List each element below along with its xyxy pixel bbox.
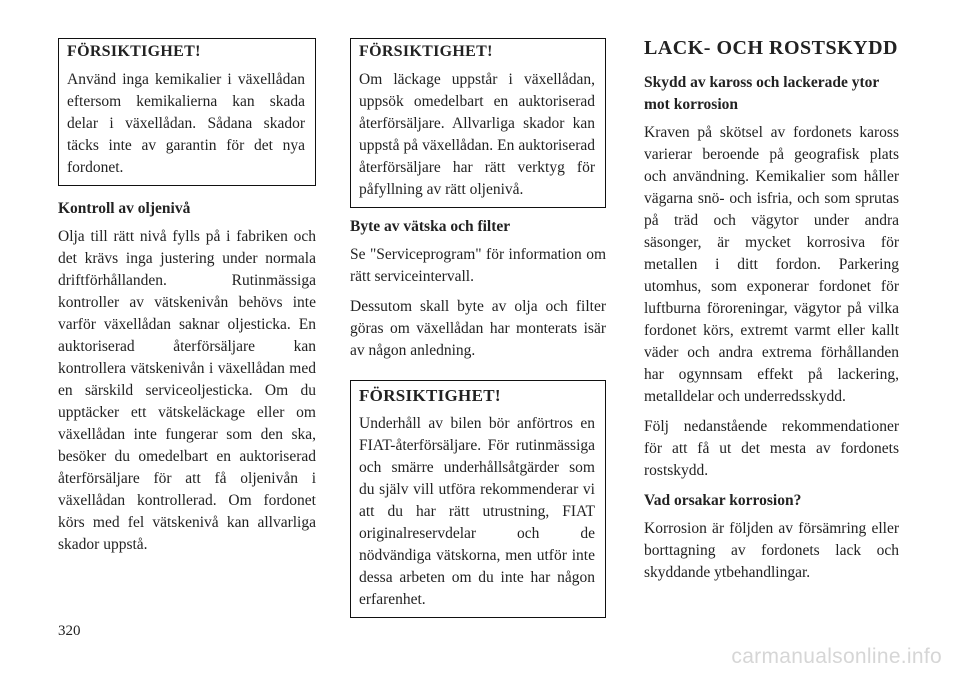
section-heading-oil-level: Kontroll av oljenivå	[58, 200, 191, 217]
column-left	[58, 38, 316, 564]
section-title: LACK- OCH ROSTSKYDD	[644, 37, 898, 59]
column-right	[644, 38, 899, 592]
caution-box	[350, 38, 606, 208]
body-paragraph: Se "Serviceprogram" för information om rätt serviceintervall.	[350, 246, 606, 285]
caution-text: Använd inga kemikalier i växellådan eftersom kemikalierna kan skada delar i växellådan. Sådana skador täcks inte av garantin för det nya fordonet.	[67, 71, 305, 176]
page-number: 320	[58, 623, 81, 639]
watermark: carmanualsonline.info	[731, 645, 942, 668]
caution-title: FÖRSIKTIGHET!	[359, 43, 493, 60]
body-paragraph: Kraven på skötsel av fordonets kaross varierar beroende på geografisk plats och användning. Kemikalier som håller vägarna snö- och isfria, och som sprutas på träd och vägytor under andra säsonger, är mycket korrosiva för metallen i ditt fordon. Parkering utomhus, som exponerar fordonet för luftburna föroreningar, vägytor på vilka fordonet körs, extremt varmt eller kallt väder och andra extrema förhållanden har ogynnsam effekt på lackering, metalldelar och underredsskydd.	[644, 124, 899, 405]
body-paragraph: Följ nedanstående rekommendationer för att få ut det mesta av fordonets rostskydd.	[644, 418, 899, 479]
column-middle	[350, 38, 606, 618]
caution-text: Om läckage uppstår i växellådan, uppsök omedelbart en auktoriserad återförsäljare. Allvarliga skador kan uppstå på växellådan. En auktoriserad återförsäljare har rätt verktyg för påfyllning av rätt oljenivå.	[359, 71, 595, 198]
section-heading-fluid-filter: Byte av vätska och filter	[350, 218, 511, 235]
body-paragraph: Korrosion är följden av försämring eller borttagning av fordonets lack och skyddande ytbehandlingar.	[644, 520, 899, 581]
caution-text: Underhåll av bilen bör anförtros en FIAT-återförsäljare. För rutinmässiga och smärre underhållsåtgärder som du själv vill utföra rekommenderar vi att du har rätt utrustning, FIAT originalreservdelar och de nödvändiga vätskorna, men utför inte dessa arbeten om du inte har någon erfarenhet.	[359, 415, 595, 608]
caution-box	[58, 38, 316, 186]
caution-title: FÖRSIKTIGHET!	[67, 43, 201, 60]
subheading-protection: Skydd av kaross och lackerade ytor mot korrosion	[644, 74, 879, 113]
caution-box	[350, 380, 606, 618]
subheading-corrosion-cause: Vad orsakar korrosion?	[644, 492, 802, 509]
caution-title: FÖRSIKTIGHET!	[359, 386, 501, 405]
body-paragraph: Dessutom skall byte av olja och filter göras om växellådan har monterats isär av någon anledning.	[350, 298, 606, 359]
body-paragraph: Olja till rätt nivå fylls på i fabriken och det krävs inga justering under normala driftförhållanden. Rutinmässiga kontroller av vätskenivån behövs inte varför växellådan saknar oljesticka. En auktoriserad återförsäljare kan kontrollera vätskenivån i växellådan med en särskild serviceoljesticka. Om du upptäcker ett vätskeläckage eller om växellådan inte fungerar som den ska, besöker du omedelbart en auktoriserad återförsäljare för att få oljenivån i växellådan kontrollerad. Om fordonet körs med fel vätskenivå kan allvarliga skador uppstå.	[58, 228, 316, 553]
